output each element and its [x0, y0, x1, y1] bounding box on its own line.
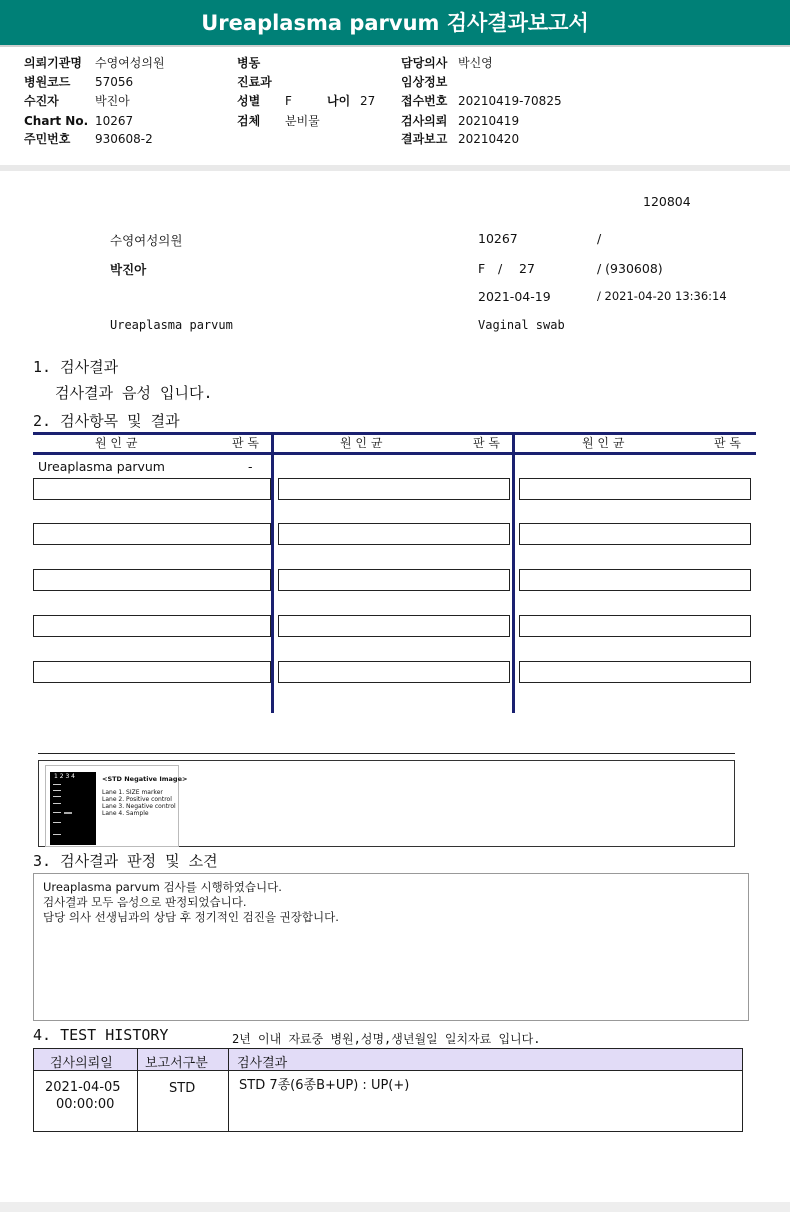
specimen-value: 분비물: [285, 114, 320, 128]
summary-specimen: Vaginal swab: [478, 318, 565, 332]
patient-value: 박진아: [95, 94, 130, 108]
summary-sep: /: [498, 261, 503, 276]
request-value: 20210419: [458, 114, 520, 128]
col-judgment-header: 판 독: [473, 436, 500, 450]
gel-top-rule: [38, 753, 735, 754]
gel-title: <STD Negative Image>: [102, 775, 188, 783]
patient-label: 수진자: [24, 94, 59, 108]
result-cell: [278, 523, 510, 545]
result-cell: [33, 615, 271, 637]
sex-value: F: [285, 94, 292, 108]
summary-chart-sep: /: [597, 231, 602, 246]
age-value: 27: [360, 94, 376, 108]
history-header-date: 검사의뢰일: [50, 1056, 113, 1071]
history-header-type: 보고서구분: [145, 1056, 208, 1071]
result-grid-divider: [512, 432, 515, 713]
result-cell: [33, 661, 271, 683]
summary-test-name: Ureaplasma parvum: [110, 318, 233, 332]
col-pathogen-header: 원 인 균: [95, 436, 138, 450]
col-judgment-header: 판 독: [714, 436, 741, 450]
doctor-value: 박신영: [458, 56, 493, 70]
report-title: Ureaplasma parvum 검사결과보고서: [0, 0, 790, 47]
clinical-label: 임상정보: [401, 75, 448, 89]
gel-lane-1: Lane 1. SIZE marker: [102, 789, 163, 796]
result-cell: [278, 661, 510, 683]
summary-request-date: 2021-04-19: [478, 289, 551, 304]
result-grid-divider: [271, 432, 274, 713]
gel-legend: [102, 776, 187, 817]
result-cell: [519, 523, 751, 545]
history-header-result: 검사결과: [237, 1056, 288, 1071]
summary-chart-no: 10267: [478, 231, 518, 246]
sex-label: 성별: [237, 94, 261, 108]
dept-label: 진료과: [237, 75, 272, 89]
gel-lane-2: Lane 2. Positive control: [102, 796, 172, 803]
opinion-line: 담당 의사 선생님과의 상담 후 정기적인 검진을 권장합니다.: [43, 910, 339, 924]
history-divider: [228, 1049, 229, 1131]
result-date-label: 결과보고: [401, 132, 448, 146]
gel-lane-numbers: 1 2 3 4: [54, 773, 75, 780]
result-cell: [519, 478, 751, 500]
section2-title: 2. 검사항목 및 결과: [33, 412, 180, 430]
section1-title: 1. 검사결과: [33, 358, 119, 376]
result-cell: [519, 615, 751, 637]
gel-lane-3: Lane 3. Negative control: [102, 803, 176, 810]
result-cell: [33, 569, 271, 591]
request-label: 검사의뢰: [401, 114, 448, 128]
history-header-row: [34, 1049, 742, 1071]
specimen-label: 검체: [237, 114, 261, 128]
summary-patient: 박진아: [110, 262, 147, 277]
opinion-line: 검사결과 모두 음성으로 판정되었습니다.: [43, 895, 247, 909]
header-separator: [0, 165, 790, 171]
summary-birth: / (930608): [597, 261, 663, 276]
doctor-label: 담당의사: [401, 56, 448, 70]
history-table: [33, 1048, 743, 1132]
opinion-line: Ureaplasma parvum 검사를 시행하였습니다.: [43, 880, 282, 894]
result-pathogen: Ureaplasma parvum: [38, 459, 165, 474]
history-type: STD: [169, 1081, 196, 1096]
code-value: 57056: [95, 75, 134, 89]
rrn-value: 930608-2: [95, 132, 153, 146]
org-label: 의뢰기관명: [24, 56, 82, 70]
result-grid-header-rule: [33, 452, 756, 455]
gel-lane-4: Lane 4. Sample: [102, 810, 149, 817]
code-label: 병원코드: [24, 75, 71, 89]
summary-age: 27: [519, 261, 535, 276]
history-result: STD 7종(6종B+UP) : UP(+): [239, 1078, 410, 1093]
section3-title: 3. 검사결과 판정 및 소견: [33, 852, 218, 870]
age-label: 나이: [327, 94, 351, 108]
result-cell: [519, 569, 751, 591]
chart-value: 10267: [95, 114, 134, 128]
section4-title: 4. TEST HISTORY: [33, 1026, 169, 1044]
result-cell: [519, 661, 751, 683]
gel-electrophoresis-image: [50, 772, 96, 845]
result-grid-top-rule: [33, 432, 756, 435]
result-cell: [33, 523, 271, 545]
result-date-value: 20210420: [458, 132, 520, 146]
chart-label: Chart No.: [24, 114, 89, 128]
report-code: 120804: [643, 194, 691, 209]
history-date: 2021-04-05: [45, 1080, 121, 1095]
gel-image-card: [45, 765, 188, 847]
result-cell: [278, 478, 510, 500]
receipt-label: 접수번호: [401, 94, 448, 108]
summary-report-date: / 2021-04-20 13:36:14: [597, 289, 727, 303]
gel-image-frame: [38, 760, 735, 847]
opinion-box: [33, 873, 749, 1021]
receipt-value: 20210419-70825: [458, 94, 562, 108]
result-cell: [278, 615, 510, 637]
col-judgment-header: 판 독: [232, 436, 259, 450]
result-cell: [278, 569, 510, 591]
section1-result-text: 검사결과 음성 입니다.: [55, 384, 213, 402]
page-bottom-band: [0, 1202, 790, 1212]
result-judgment: -: [248, 459, 253, 474]
rrn-label: 주민번호: [24, 132, 71, 146]
org-value: 수영여성의원: [95, 56, 165, 70]
ward-label: 병동: [237, 56, 261, 70]
col-pathogen-header: 원 인 균: [340, 436, 383, 450]
history-note: 2년 이내 자료중 병원,성명,생년월일 일치자료 입니다.: [232, 1032, 541, 1046]
summary-sex: F: [478, 261, 486, 276]
history-divider: [137, 1049, 138, 1131]
history-time: 00:00:00: [56, 1097, 115, 1112]
col-pathogen-header: 원 인 균: [582, 436, 625, 450]
result-cell: [33, 478, 271, 500]
summary-hospital: 수영여성의원: [110, 233, 183, 248]
